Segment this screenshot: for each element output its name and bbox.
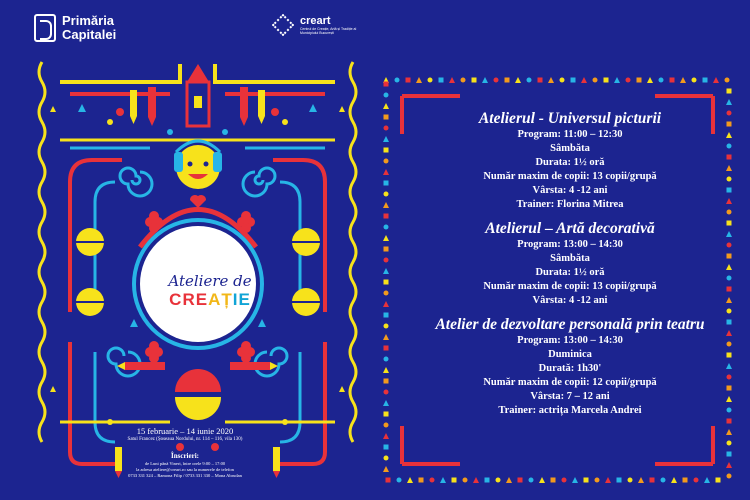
frame-dot <box>562 478 567 483</box>
frame-dot <box>384 247 389 252</box>
frame-dot <box>384 379 389 384</box>
frame-dot <box>527 78 532 83</box>
frame-dot <box>416 77 422 83</box>
poster-date-range: 15 februarie – 14 iunie 2020 <box>136 426 234 436</box>
workshop-detail: Număr maxim de copii: 13 copii/grupă <box>483 281 657 292</box>
frame-dot <box>384 390 389 395</box>
poster-enroll-line: la adresa ateliere@creart.ro sau la numerele de telefon <box>136 467 234 472</box>
workshop-detail: Program: 13:00 – 14:30 <box>517 335 623 346</box>
frame-dot <box>384 93 389 98</box>
frame-dot <box>449 77 455 83</box>
frame-dot <box>614 77 620 83</box>
primaria-line2: Capitalei <box>62 27 117 42</box>
workshop-detail: Durata: 1½ oră <box>535 267 605 278</box>
frame-dot <box>716 478 721 483</box>
frame-dot <box>384 324 389 329</box>
frame-dot <box>473 477 479 483</box>
workshop-detail: Program: 11:00 – 12:30 <box>517 129 623 140</box>
frame-dot <box>383 136 389 142</box>
workshop-detail: Vârsta: 4 -12 ani <box>532 295 608 306</box>
primaria-logo-icon <box>34 14 56 42</box>
creart-subtitle: Centrul de Creație, Artă și Tradiție al Municipiului București <box>300 27 357 35</box>
frame-dot <box>692 78 697 83</box>
frame-dot <box>384 82 389 87</box>
frame-dot <box>539 477 545 483</box>
frame-dot <box>704 477 710 483</box>
frame-dot <box>647 77 653 83</box>
frame-dot <box>726 429 732 435</box>
frame-dot <box>725 78 730 83</box>
frame-dot <box>384 412 389 417</box>
frame-dot <box>572 477 578 483</box>
frame-dot <box>384 445 389 450</box>
frame-dot <box>383 301 389 307</box>
workshop-detail: Trainer: actrița Marcela Andrei <box>498 405 642 416</box>
frame-dot <box>452 478 457 483</box>
frame-dot <box>713 77 719 83</box>
frame-dot <box>383 400 389 406</box>
frame-dot <box>518 478 523 483</box>
creart-name: creart <box>300 15 331 27</box>
frame-dot <box>581 77 587 83</box>
creart-logo-icon <box>272 14 294 36</box>
frame-dot <box>506 477 512 483</box>
frame-dot <box>593 78 598 83</box>
frame-dot <box>384 456 389 461</box>
frame-dot <box>584 478 589 483</box>
workshop-detail: Sâmbăta <box>550 253 590 264</box>
frame-dot <box>671 477 677 483</box>
poster-dates <box>90 426 280 443</box>
workshop-info <box>405 110 735 426</box>
frame-dot <box>727 452 732 457</box>
frame-dot <box>694 478 699 483</box>
frame-dot <box>703 78 708 83</box>
frame-dot <box>384 280 389 285</box>
frame-dot <box>383 235 389 241</box>
workshop-detail: Program: 13:00 – 14:30 <box>517 239 623 250</box>
frame-dot <box>384 357 389 362</box>
primaria-line1: Primăria <box>62 13 115 28</box>
workshop-detail: Durata: 1½ oră <box>535 157 605 168</box>
frame-dot <box>397 478 402 483</box>
frame-dot <box>595 478 600 483</box>
frame-dot <box>727 441 732 446</box>
frame-dot <box>383 268 389 274</box>
frame-dot <box>461 78 466 83</box>
poster-title-line1: Ateliere de <box>168 272 252 290</box>
frame-dot <box>384 423 389 428</box>
poster-artwork <box>30 52 365 492</box>
frame-dot <box>659 78 664 83</box>
frame-dot <box>617 478 622 483</box>
frame-dot <box>383 466 389 472</box>
frame-dot <box>384 258 389 263</box>
frame-dot <box>485 478 490 483</box>
frame-dot <box>386 478 391 483</box>
frame-dot <box>384 115 389 120</box>
frame-dot <box>383 367 389 373</box>
frame-dot <box>604 78 609 83</box>
frame-dot <box>384 126 389 131</box>
frame-dot <box>383 202 389 208</box>
workshop-detail: Durată: 1h30' <box>538 363 602 374</box>
frame-dot <box>494 78 499 83</box>
frame-dot <box>439 78 444 83</box>
frame-dot <box>407 477 413 483</box>
poster-enroll-title: Înscrieri: <box>171 452 199 460</box>
frame-dot <box>548 77 554 83</box>
frame-dot <box>680 77 686 83</box>
frame-dot <box>628 478 633 483</box>
poster-enroll <box>90 452 280 479</box>
frame-dot <box>384 225 389 230</box>
frame-dot <box>440 477 446 483</box>
frame-dot <box>428 78 433 83</box>
workshop-detail: Duminica <box>548 349 592 360</box>
primaria-logo <box>34 14 116 42</box>
frame-dot <box>661 478 666 483</box>
frame-dot <box>683 478 688 483</box>
frame-dot <box>726 462 732 468</box>
poster-venue: Satul Francez (Șoseaua Nordului, nr. 114 – 116, vila 130) <box>127 437 243 442</box>
workshop-detail: Vârsta: 4 -12 ani <box>532 185 608 196</box>
workshop-detail: Număr maxim de copii: 13 copii/grupă <box>483 171 657 182</box>
frame-dot <box>727 89 732 94</box>
frame-dot <box>538 78 543 83</box>
poster-enroll-line: de Luni până Vineri, între orele 9:00 – 17:00 <box>144 461 226 466</box>
frame-dot <box>430 478 435 483</box>
frame-dot <box>605 477 611 483</box>
frame-dot <box>482 77 488 83</box>
frame-dot <box>384 192 389 197</box>
workshop-title: Atelierul – Artă decorativă <box>485 220 655 237</box>
frame-dot <box>384 346 389 351</box>
workshop-section <box>405 110 735 212</box>
workshop-title: Atelierul - Universul picturii <box>478 110 662 127</box>
frame-dot <box>383 334 389 340</box>
frame-dot <box>384 181 389 186</box>
workshop-title: Atelier de dezvoltare personală prin teatru <box>435 316 705 333</box>
poster-title <box>160 272 260 310</box>
frame-dot <box>419 478 424 483</box>
frame-dot <box>726 99 732 105</box>
frame-dot <box>384 214 389 219</box>
workshop-section <box>405 316 735 418</box>
frame-dot <box>560 78 565 83</box>
workshop-detail: Trainer: Florina Mitrea <box>516 199 624 210</box>
workshop-detail: Număr maxim de copii: 12 copii/grupă <box>483 377 657 388</box>
frame-dot <box>626 78 631 83</box>
frame-dot <box>384 159 389 164</box>
workshop-section <box>405 220 735 308</box>
frame-dot <box>463 478 468 483</box>
frame-dot <box>650 478 655 483</box>
frame-dot <box>637 78 642 83</box>
creart-logo <box>272 14 360 36</box>
frame-dot <box>384 148 389 153</box>
frame-dot <box>395 78 400 83</box>
frame-dot <box>571 78 576 83</box>
workshop-detail: Sâmbăta <box>550 143 590 154</box>
frame-dot <box>638 477 644 483</box>
frame-dot <box>529 478 534 483</box>
frame-dot <box>406 78 411 83</box>
poster-title-line2: CREAȚIE <box>169 290 251 309</box>
frame-dot <box>384 291 389 296</box>
frame-dot <box>383 433 389 439</box>
frame-dot <box>727 474 732 479</box>
frame-dot <box>670 78 675 83</box>
frame-dot <box>383 103 389 109</box>
frame-dot <box>505 78 510 83</box>
frame-dot <box>551 478 556 483</box>
frame-dot <box>383 169 389 175</box>
frame-dot <box>515 77 521 83</box>
frame-dot <box>496 478 501 483</box>
workshop-detail: Vârsta: 7 – 12 ani <box>530 391 610 402</box>
frame-dot <box>384 313 389 318</box>
poster-enroll-line: 0733 331 324 – Ramona Filip / 0733 331 330 – Mona Abrudan <box>128 473 242 478</box>
frame-dot <box>472 78 477 83</box>
